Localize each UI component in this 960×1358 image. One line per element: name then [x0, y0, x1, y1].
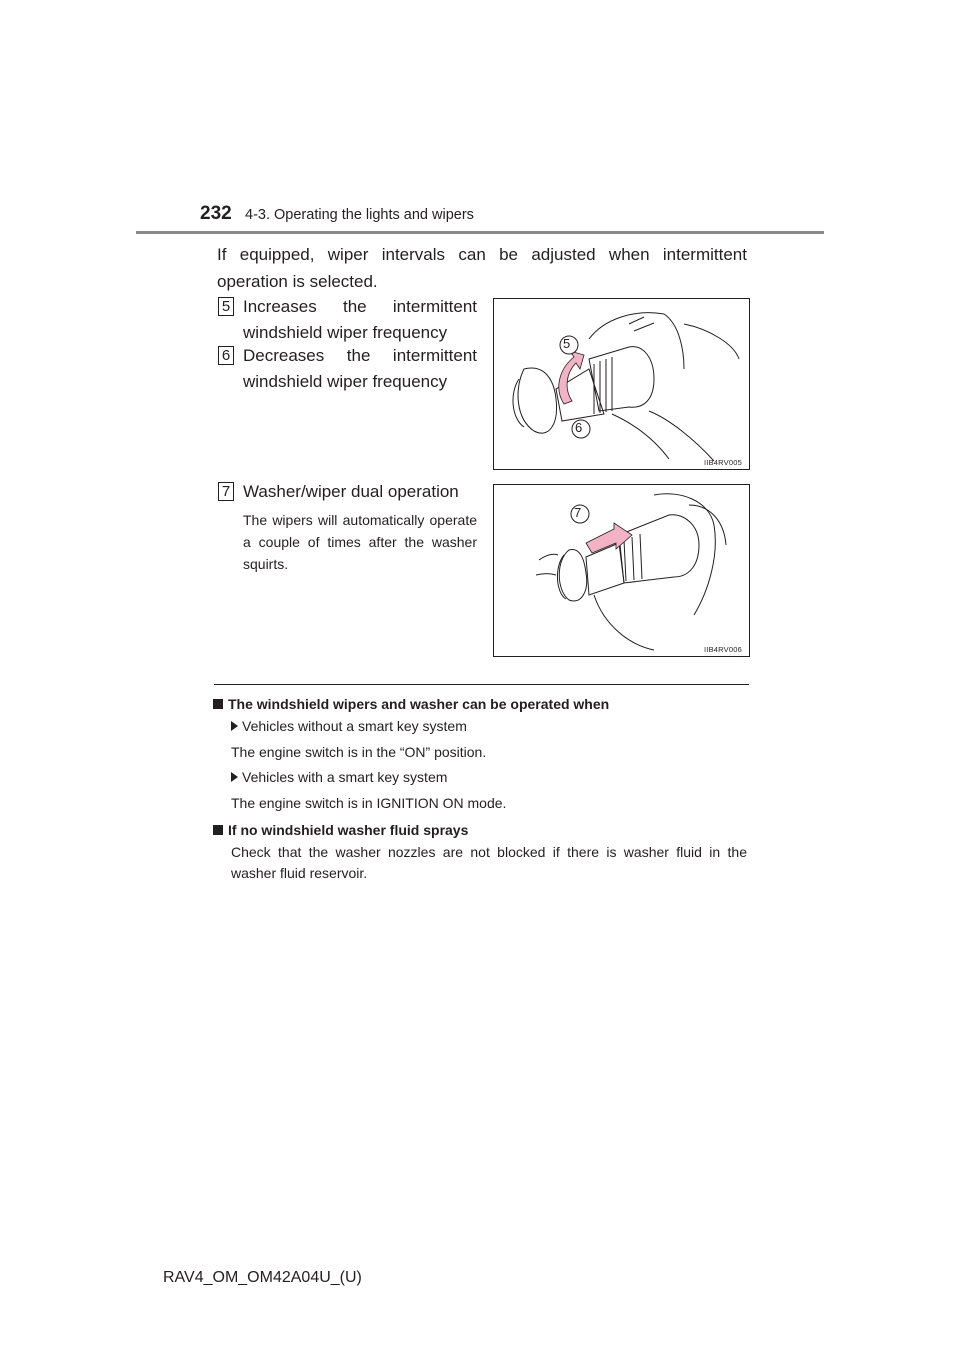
- note-1-line-2: The engine switch is in the “ON” position.: [231, 744, 487, 760]
- header-divider: [136, 231, 824, 234]
- item-6-text: Decreases the intermittent windshield wiper frequency: [243, 346, 477, 391]
- note-1-line-3-text: Vehicles with a smart key system: [242, 769, 448, 785]
- notes-divider: [214, 684, 749, 685]
- washer-lever-drawing: [494, 485, 749, 656]
- figure-2-label: IIB4RV006: [704, 645, 742, 654]
- item-number-5: 5: [218, 297, 234, 316]
- callout-5: 5: [563, 336, 571, 351]
- note-1-line-1: [231, 716, 467, 737]
- note-1-line-3: [231, 767, 447, 788]
- square-bullet-icon: [213, 699, 223, 709]
- arrow-bullet-icon: [231, 721, 238, 731]
- note-1-line-1-text: Vehicles without a smart key system: [242, 718, 467, 734]
- wiper-lever-drawing: [494, 299, 749, 469]
- washer-operation-illustration: [493, 484, 750, 657]
- wiper-frequency-illustration: [493, 298, 750, 470]
- callout-7: 7: [574, 505, 582, 520]
- note-1-heading: [213, 696, 609, 712]
- item-7-text: Washer/wiper dual operation: [243, 482, 459, 501]
- square-bullet-icon: [213, 825, 223, 835]
- callout-6: 6: [575, 420, 583, 435]
- item-7-note: The wipers will automatically operate a couple of times after the washer squirts.: [243, 512, 477, 572]
- note-2-body: Check that the washer nozzles are not blocked if there is washer fluid in the washer fluid reservoir.: [231, 844, 747, 881]
- figure-1-label: IIB4RV005: [704, 458, 742, 467]
- note-1-heading-text: The windshield wipers and washer can be operated when: [228, 696, 610, 712]
- intro-paragraph: If equipped, wiper intervals can be adjusted when intermittent operation is selected.: [217, 245, 747, 291]
- item-5-text: Increases the intermittent windshield wiper frequency: [243, 297, 477, 342]
- note-2-heading-text: If no windshield washer fluid sprays: [228, 822, 469, 838]
- note-1-line-4: The engine switch is in IGNITION ON mode.: [231, 795, 507, 811]
- page-number: 232: [200, 203, 232, 224]
- section-title: 4-3. Operating the lights and wipers: [245, 207, 474, 223]
- document-code: RAV4_OM_OM42A04U_(U): [163, 1269, 362, 1286]
- arrow-bullet-icon: [231, 772, 238, 782]
- item-number-7: 7: [218, 482, 234, 501]
- item-number-6: 6: [218, 346, 234, 365]
- note-2-heading: [213, 822, 468, 838]
